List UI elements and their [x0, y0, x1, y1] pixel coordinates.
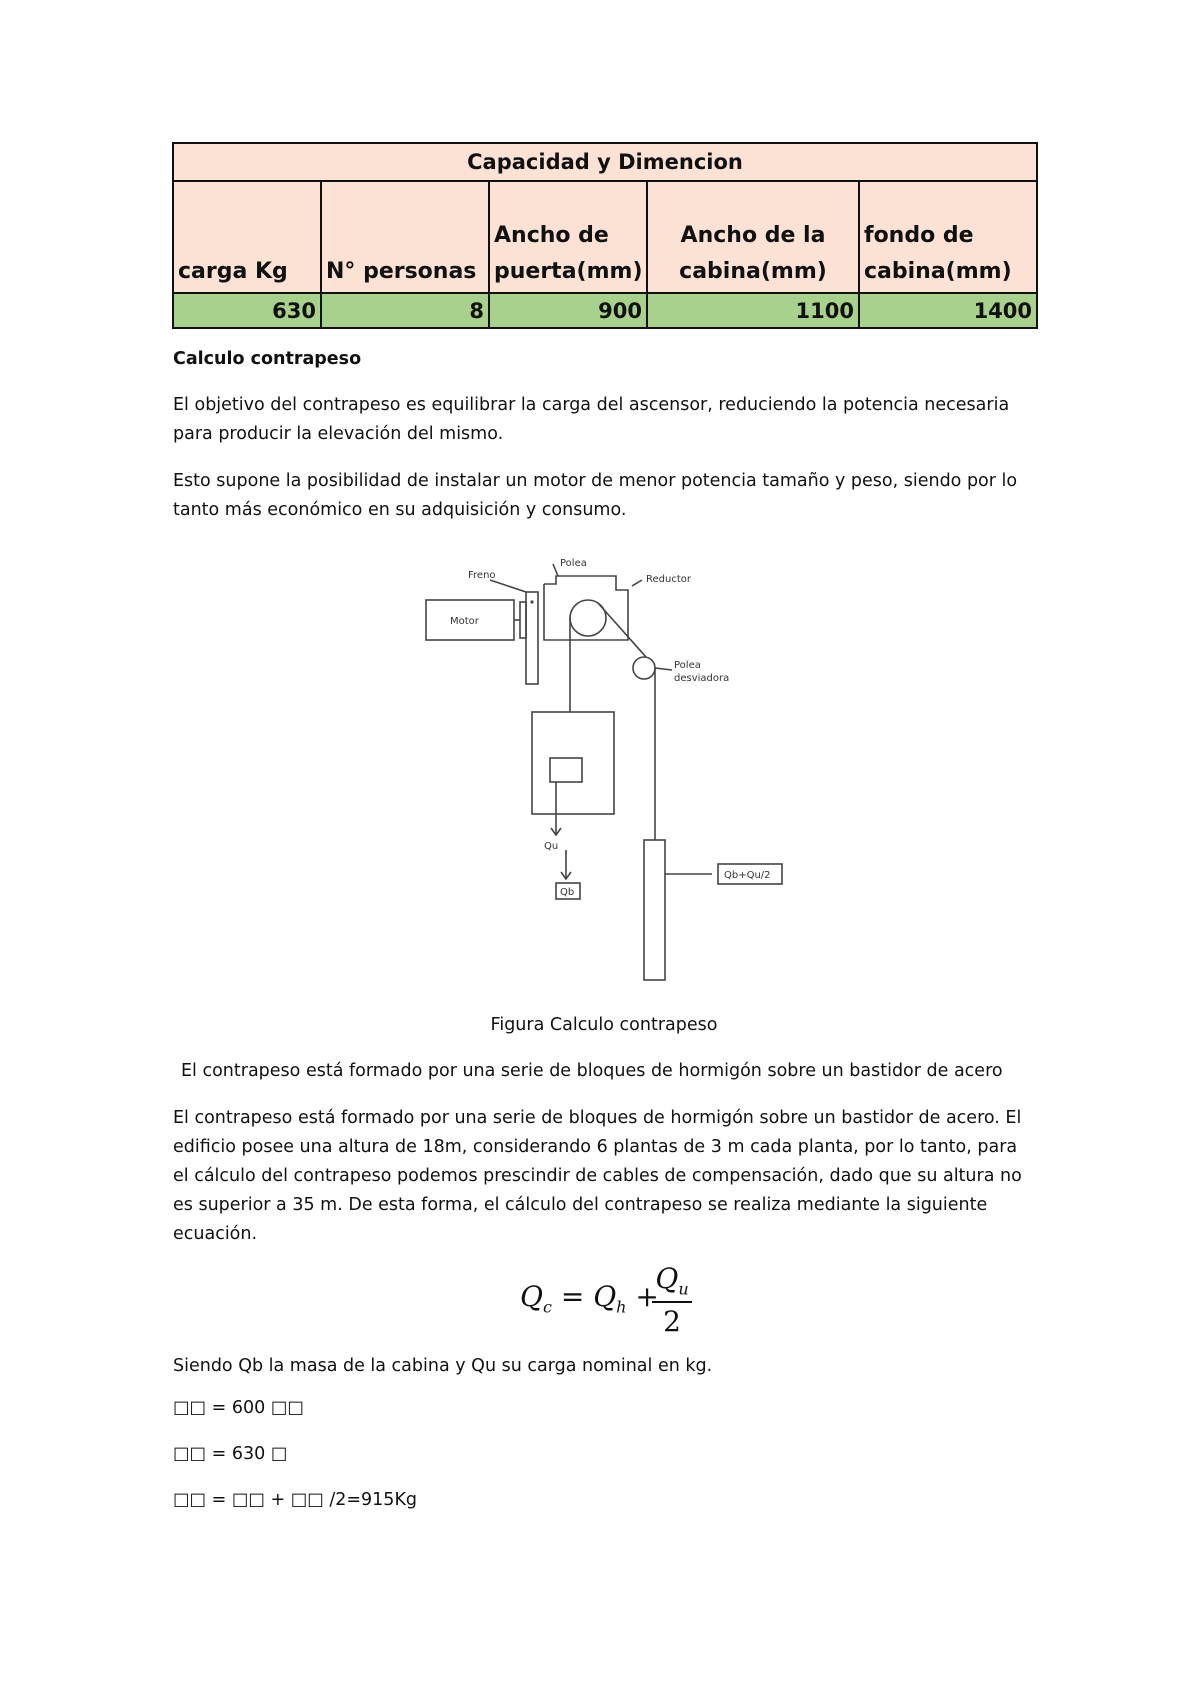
label-motor: Motor	[450, 616, 479, 627]
header-ancho-cabina: Ancho de la cabina(mm)	[647, 181, 859, 293]
label-qu: Qu	[544, 841, 559, 852]
label-qb-qu2: Qb+Qu/2	[724, 870, 771, 881]
header-fondo-cabina: fondo de cabina(mm)	[859, 181, 1037, 293]
paragraph-definitions: Siendo Qb la masa de la cabina y Qu su carga nominal en kg.	[173, 1356, 713, 1376]
calc-line-2: □□ = 630 □	[173, 1444, 288, 1464]
header-ancho-puerta: Ancho de puerta(mm)	[489, 181, 647, 293]
label-polea-desviadora-1: Polea	[674, 660, 701, 671]
counterweight-diagram	[420, 552, 820, 982]
label-qb: Qb	[560, 887, 575, 898]
table-title: Capacidad y Dimencion	[173, 143, 1037, 181]
header-personas: N° personas	[321, 181, 489, 293]
paragraph-motor: Esto supone la posibilidad de instalar un motor de menor potencia tamaño y peso, siendo por lo tanto más económico en su adquisición y consumo.	[173, 471, 1018, 520]
calc-line-3: □□ = □□ + □□ /2=915Kg	[173, 1490, 418, 1510]
paragraph-counterweight-detail: El contrapeso está formado por una serie de bloques de hormigón sobre un bastidor de acero. El edificio posee una altura de 18m, considerando 6 plantas de 3 m cada planta, por lo tanto, para el cálculo del contrapeso podemos prescindir de cables de compensación, dado que su altura no es superior a 35 m. De esta forma, el cálculo del contrapeso se realiza mediante la siguiente ecuación.	[173, 1108, 1022, 1244]
label-reductor: Reductor	[646, 574, 691, 585]
value-personas: 8	[321, 293, 489, 328]
value-carga: 630	[173, 293, 321, 328]
calc-line-1: □□ = 600 □□	[173, 1398, 304, 1418]
paragraph-objective: El objetivo del contrapeso es equilibrar la carga del ascensor, reduciendo la potencia necesaria para producir la elevación del mismo.	[173, 395, 1010, 444]
label-polea-desviadora-2: desviadora	[674, 673, 730, 684]
formula-qc: Q	[520, 1280, 543, 1313]
section-heading: Calculo contrapeso	[173, 349, 362, 369]
paragraph-counterweight-intro: El contrapeso está formado por una serie de bloques de hormigón sobre un bastidor de acero	[181, 1061, 1003, 1081]
counterweight-formula: $Q_c = Q_h$ + $Q_u$ 2	[520, 1262, 700, 1338]
formula-qh: Q	[593, 1280, 617, 1313]
label-freno: Freno	[468, 570, 496, 581]
capacity-table	[172, 142, 1038, 329]
figure-caption: Figura Calculo contrapeso	[490, 1015, 718, 1035]
value-ancho-cabina: 1100	[647, 293, 859, 328]
formula-fraction: $Q_u$ 2	[652, 1262, 692, 1338]
header-carga: carga Kg	[173, 181, 321, 293]
value-fondo-cabina: 1400	[859, 293, 1037, 328]
label-polea: Polea	[560, 558, 587, 569]
value-ancho-puerta: 900	[489, 293, 647, 328]
